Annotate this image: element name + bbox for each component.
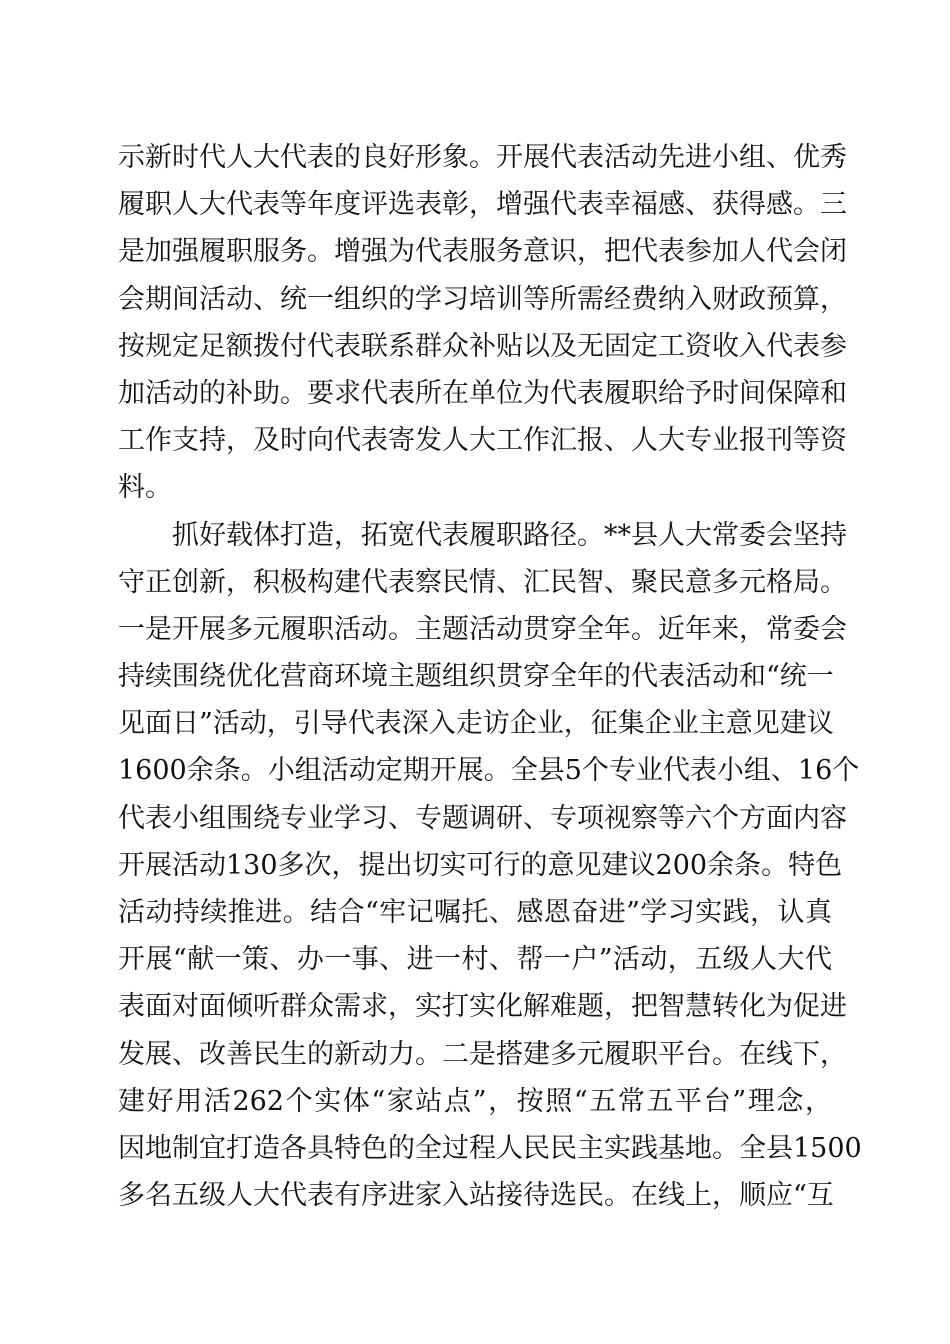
text-line: 发展、改善民生的新动力。二是搭建多元履职平台。在线下， <box>118 1038 847 1070</box>
text-line: 开展“献一策、办一事、进一村、帮一户”活动，五级人大代 <box>118 944 832 976</box>
text-line: 加活动的补助。要求代表所在单位为代表履职给予时间保障和 <box>118 377 847 409</box>
text-line: 持续围绕优化营商环境主题组织贯穿全年的代表活动和“统一 <box>118 661 834 693</box>
text-line: 见面日”活动，引导代表深入走访企业，征集企业主意见建议 <box>118 708 834 740</box>
text-line: 多名五级人大代表有序进家入站接待选民。在线上，顺应“互 <box>118 1180 834 1212</box>
text-line: 开展活动130多次，提出切实可行的意见建议200余条。特色 <box>118 849 843 881</box>
text-line: 会期间活动、统一组织的学习培训等所需经费纳入财政预算， <box>118 283 847 315</box>
text-line: 建好用活262个实体“家站点”，按照“五常五平台”理念， <box>118 1085 832 1117</box>
text-line: 按规定足额拨付代表联系群众补贴以及无固定工资收入代表参 <box>118 330 847 362</box>
text-line: 一是开展多元履职活动。主题活动贯穿全年。近年来，常委会 <box>118 613 847 645</box>
text-line: 工作支持，及时向代表寄发人大工作汇报、人大专业报刊等资 <box>118 425 847 457</box>
text-line: 因地制宜打造各具特色的全过程人民民主实践基地。全县1500 <box>118 1132 862 1164</box>
text-line: 1600余条。小组活动定期开展。全县5个专业代表小组、16个 <box>118 755 860 787</box>
text-line: 守正创新，积极构建代表察民情、汇民智、聚民意多元格局。 <box>118 566 847 598</box>
paragraph-end-line: 料。 <box>118 472 172 504</box>
text-line: 履职人大代表等年度评选表彰，增强代表幸福感、获得感。三 <box>118 189 847 221</box>
paragraph-start-line: 抓好载体打造，拓宽代表履职路径。**县人大常委会坚持 <box>172 519 847 551</box>
text-line: 活动持续推进。结合“牢记嘱托、感恩奋进”学习实践，认真 <box>118 897 832 928</box>
text-line: 是加强履职服务。增强为代表服务意识，把代表参加人代会闭 <box>118 236 847 268</box>
body-text <box>118 134 862 1219</box>
text-line: 表面对面倾听群众需求，实打实化解难题，把智慧转化为促进 <box>118 991 847 1023</box>
text-line: 示新时代人大代表的良好形象。开展代表活动先进小组、优秀 <box>118 142 847 173</box>
text-line: 代表小组围绕专业学习、专题调研、专项视察等六个方面内容 <box>118 802 847 834</box>
